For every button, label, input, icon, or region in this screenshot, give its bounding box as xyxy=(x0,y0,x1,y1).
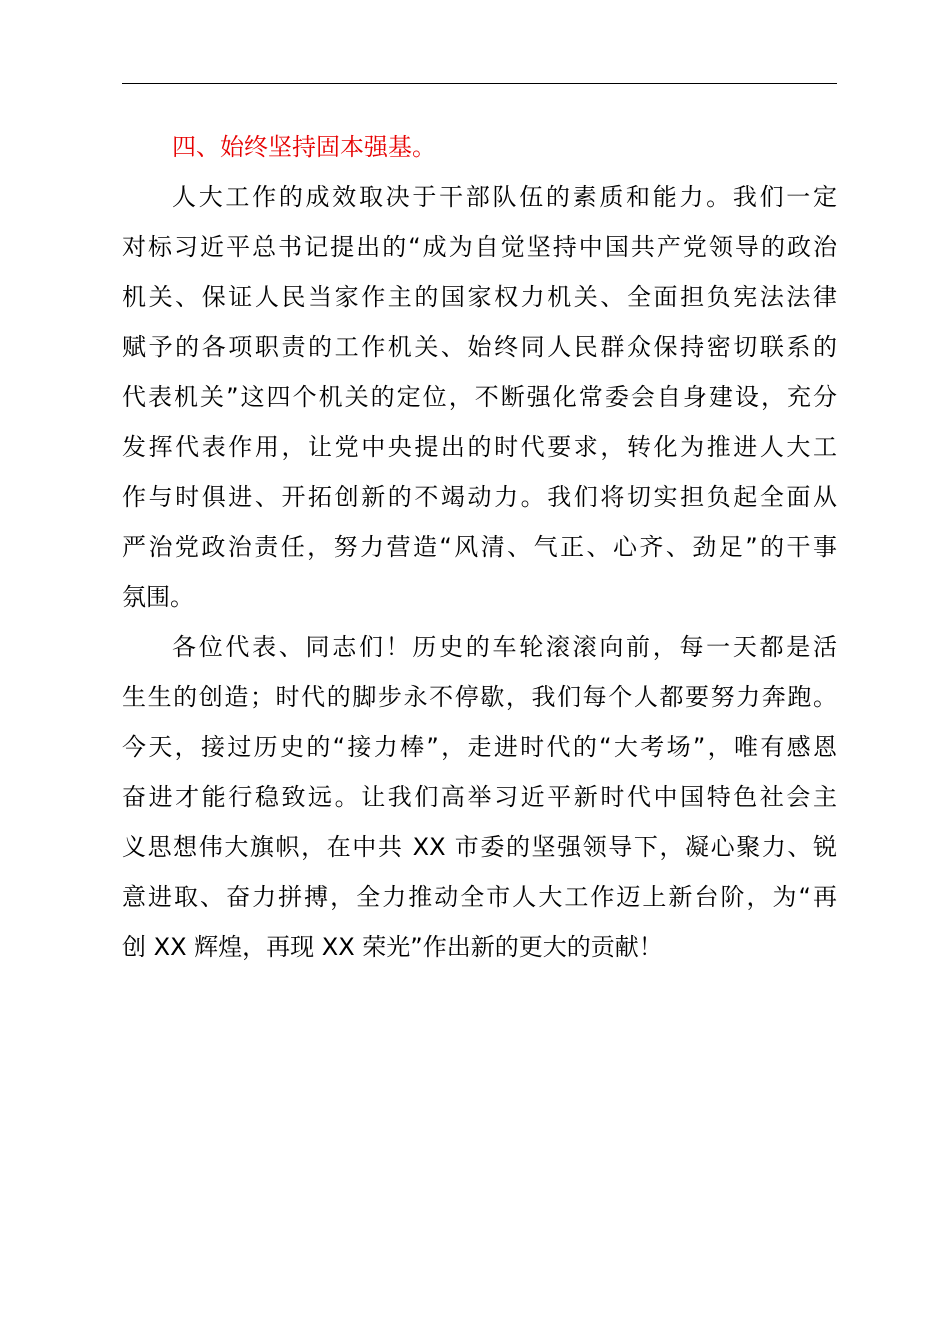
paragraph-line: 意进取、奋力拼搏，全力推动全市人大工作迈上新台阶，为“再 xyxy=(122,883,837,911)
paragraph-line: 人大工作的成效取决于干部队伍的素质和能力。我们一定 xyxy=(172,183,837,211)
paragraph-line: 各位代表、同志们！历史的车轮滚滚向前，每一天都是活 xyxy=(172,633,837,661)
paragraph-line: 代表机关”这四个机关的定位，不断强化常委会自身建设，充分 xyxy=(122,383,837,411)
paragraph-line: 义思想伟大旗帜，在中共 XX 市委的坚强领导下，凝心聚力、锐 xyxy=(122,833,837,861)
paragraph-line: 作与时俱进、开拓创新的不竭动力。我们将切实担负起全面从 xyxy=(122,483,837,511)
paragraph-line: 创 XX 辉煌，再现 XX 荣光”作出新的更大的贡献！ xyxy=(122,933,663,961)
paragraph-closing-remarks xyxy=(122,622,837,972)
document-body xyxy=(122,122,837,972)
paragraph-line: 赋予的各项职责的工作机关、始终同人民群众保持密切联系的 xyxy=(122,333,837,361)
paragraph-line: 严治党政治责任，努力营造“风清、气正、心齐、劲足”的干事 xyxy=(122,533,837,561)
header-rule xyxy=(122,83,837,84)
paragraph-line: 机关、保证人民当家作主的国家权力机关、全面担负宪法法律 xyxy=(122,283,837,311)
paragraph-line: 奋进才能行稳致远。让我们高举习近平新时代中国特色社会主 xyxy=(122,783,837,811)
paragraph-line: 生生的创造；时代的脚步永不停歇，我们每个人都要努力奔跑。 xyxy=(122,683,837,711)
paragraph-line: 对标习近平总书记提出的“成为自觉坚持中国共产党领导的政治 xyxy=(122,233,837,261)
paragraph-line: 发挥代表作用，让党中央提出的时代要求，转化为推进人大工 xyxy=(122,433,837,461)
paragraph-line: 氛围。 xyxy=(122,583,194,611)
section-heading: 四、始终坚持固本强基。 xyxy=(172,133,436,161)
paragraph-line: 今天，接过历史的“接力棒”，走进时代的“大考场”，唯有感恩 xyxy=(122,733,837,761)
paragraph-cadre-building xyxy=(122,172,837,622)
